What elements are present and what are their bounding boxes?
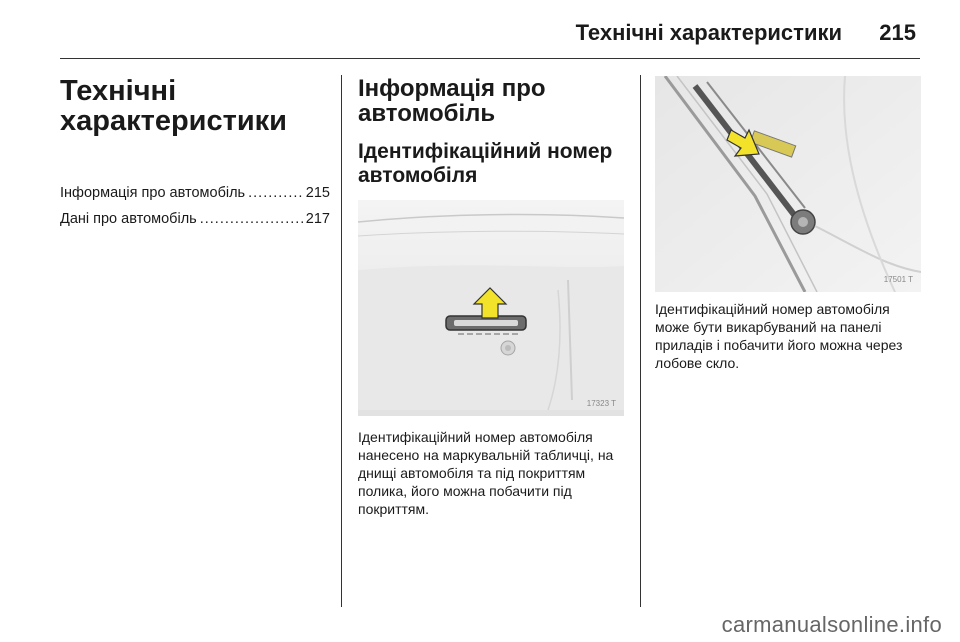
toc-entry-page: 217	[305, 211, 330, 227]
figure-code: 17323 T	[586, 399, 616, 408]
column-divider-right	[640, 75, 641, 607]
watermark: carmanualsonline.info	[721, 612, 942, 637]
toc-leader-dots	[200, 206, 303, 232]
chapter-column	[60, 76, 330, 232]
toc-entry-vehicle-info[interactable]	[60, 180, 330, 206]
subsection-title	[358, 140, 624, 188]
section-title	[358, 76, 624, 126]
toc-leader-dots	[248, 180, 303, 206]
toc-entry-label: Інформація про автомобіль	[60, 185, 246, 201]
section-title-line2: автомобіль	[358, 100, 496, 127]
page-number: 215	[879, 20, 916, 45]
column-divider-left	[341, 75, 342, 607]
subsection-title-line2: автомобіля	[358, 164, 478, 187]
vin-location-text: Ідентифікаційний номер автомобіля нанесено на маркувальній табличці, на днищі автомобіля та під покриттям полика, його можна побачити під покриттям.	[358, 429, 614, 517]
running-header-title: Технічні характеристики	[575, 20, 842, 45]
toc-entry-label: Дані про автомобіль	[60, 211, 197, 227]
chapter-title-line1: Технічні	[60, 75, 177, 107]
vin-windshield-text: Ідентифікаційний номер автомобіля може бути викарбуваний на панелі приладів і побачити його можна через лобове скло.	[655, 301, 903, 371]
chapter-title-line2: характеристики	[60, 105, 287, 137]
figure-code: 17501 T	[883, 275, 913, 284]
section-column	[358, 76, 624, 518]
page-header	[60, 12, 920, 59]
vin-plate-floor-illustration	[358, 200, 624, 416]
chapter-title	[60, 76, 330, 136]
toc-entry-page: 215	[305, 185, 330, 201]
toc-entry-vehicle-data[interactable]	[60, 206, 330, 232]
section-title-line1: Інформація про	[358, 75, 546, 102]
windshield-column	[655, 76, 923, 372]
subsection-title-line1: Ідентифікаційний номер	[358, 140, 613, 163]
table-of-contents	[60, 180, 330, 232]
vin-windshield-illustration	[655, 76, 921, 292]
